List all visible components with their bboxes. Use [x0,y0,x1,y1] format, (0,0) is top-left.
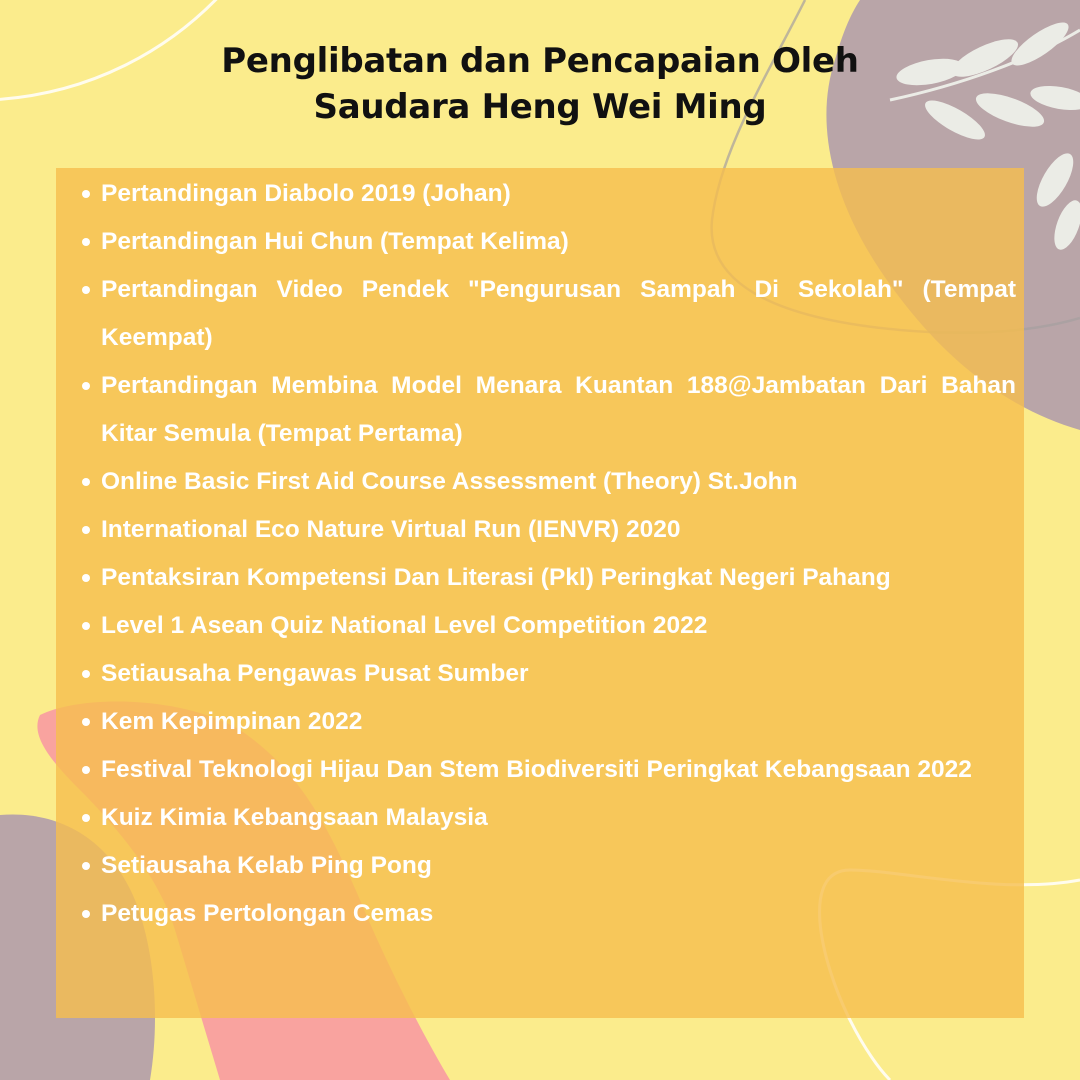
title-line-2: Saudara Heng Wei Ming [313,87,767,127]
list-item: Pentaksiran Kompetensi Dan Literasi (Pkl) Peringkat Negeri Pahang [101,554,1016,602]
list-item: Petugas Pertolongan Cemas [101,890,1016,938]
list-item: Level 1 Asean Quiz National Level Competition 2022 [101,602,1016,650]
list-item: Pertandingan Video Pendek "Pengurusan Sampah Di Sekolah" (Tempat Keempat) [101,266,1016,362]
list-item: Setiausaha Pengawas Pusat Sumber [101,650,1016,698]
list-item: Pertandingan Membina Model Menara Kuantan 188@Jambatan Dari Bahan Kitar Semula (Tempat Pertama) [101,362,1016,458]
list-item: Pertandingan Hui Chun (Tempat Kelima) [101,218,1016,266]
list-item: International Eco Nature Virtual Run (IENVR) 2020 [101,506,1016,554]
title-line-1: Penglibatan dan Pencapaian Oleh [221,41,859,81]
list-item: Kuiz Kimia Kebangsaan Malaysia [101,794,1016,842]
page-title [140,38,940,130]
achievements-list [101,170,1016,938]
list-item: Kem Kepimpinan 2022 [101,698,1016,746]
list-item: Festival Teknologi Hijau Dan Stem Biodiversiti Peringkat Kebangsaan 2022 [101,746,1016,794]
list-item: Pertandingan Diabolo 2019 (Johan) [101,170,1016,218]
list-item: Setiausaha Kelab Ping Pong [101,842,1016,890]
list-item: Online Basic First Aid Course Assessment (Theory) St.John [101,458,1016,506]
